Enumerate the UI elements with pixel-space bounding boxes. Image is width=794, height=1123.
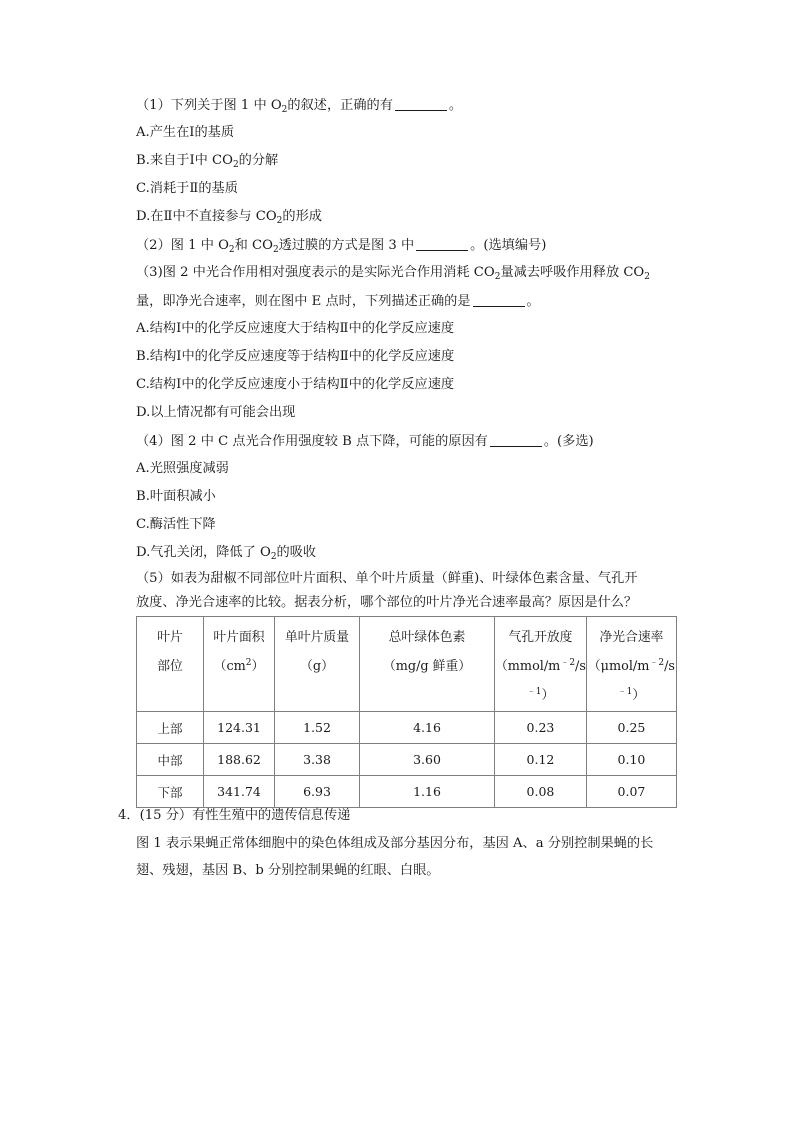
header-chlorophyll: 总叶绿体色素 （mg/g 鲜重） (360, 617, 495, 712)
table-cell: 上部 (137, 712, 204, 744)
q3-option-d: D.以上情况都有可能会出现 (136, 405, 296, 420)
q3-option-b: B.结构Ⅰ中的化学反应速度等于结构Ⅱ中的化学反应速度 (136, 349, 455, 364)
table-cell: 6.93 (275, 776, 360, 808)
table-cell: 1.16 (360, 776, 495, 808)
table-header-row (137, 617, 677, 712)
table-row (137, 712, 677, 744)
table-cell: 0.25 (586, 712, 676, 744)
q4-option-c: C.酶活性下降 (136, 517, 216, 532)
section-4-title: 4．(15 分）有性生殖中的遗传信息传递 (118, 808, 351, 823)
table-cell: 0.07 (586, 776, 676, 808)
q1-option-d: D.在Ⅱ中不直接参与 $CO_2$的形成 (136, 209, 322, 226)
header-leaf-position: 叶片 部位 (137, 617, 204, 712)
header-leaf-area: 叶片面积 $(cm^2)$ (204, 617, 275, 712)
section-4-paragraph-line2: 翅、残翅，基因 B、b 分别控制果蝇的红眼、白眼。 (136, 863, 440, 878)
q3-stem-line1: （3)图 2 中光合作用相对强度表示的是实际光合作用消耗 $CO_2$量减去呼吸作用释放 $CO_2$ (136, 265, 650, 282)
table-cell: 0.10 (586, 744, 676, 776)
q5-stem-line1: （5）如表为甜椒不同部位叶片面积、单个叶片质量（鲜重)、叶绿体色素含量、气孔开 (136, 571, 638, 586)
q5-stem-line2: 放度、净光合速率的比较。据表分析，哪个部位的叶片净光合速率最高？原因是什么？ (136, 595, 638, 610)
q1-stem: （1）下列关于图 1 中 $O_2$的叙述，正确的有 。 (136, 98, 463, 115)
table-cell: 中部 (137, 744, 204, 776)
q4-answer-blank[interactable] (490, 432, 542, 447)
table-cell: 124.31 (204, 712, 275, 744)
header-net-photosynthesis: 净光合速率 （$\mu mol/m^{﹣2}/s$ $^{﹣1}$） (586, 617, 676, 712)
header-leaf-mass: 单叶片质量 （g） (275, 617, 360, 712)
q1-option-a: A.产生在Ⅰ的基质 (136, 125, 235, 140)
table-cell: 3.38 (275, 744, 360, 776)
table-cell: 3.60 (360, 744, 495, 776)
q4-option-d: D.气孔关闭，降低了 $O_2$的吸收 (136, 545, 317, 562)
table-cell: 4.16 (360, 712, 495, 744)
q2-stem: （2）图 1 中 $O_2$和 $CO_2$透过膜的方式是图 3 中 。(选填编号) (136, 238, 547, 255)
q3-option-c: C.结构Ⅰ中的化学反应速度小于结构Ⅱ中的化学反应速度 (136, 377, 455, 392)
table-row (137, 744, 677, 776)
q3-option-a: A.结构Ⅰ中的化学反应速度大于结构Ⅱ中的化学反应速度 (136, 321, 455, 336)
q1-answer-blank[interactable] (395, 96, 447, 111)
q3-stem-line2: 量，即净光合速率，则在图中 E 点时，下列描述正确的是 。 (136, 294, 540, 309)
table-cell: 0.12 (495, 744, 587, 776)
table-cell: 341.74 (204, 776, 275, 808)
table-cell: 0.23 (495, 712, 587, 744)
table-row (137, 776, 677, 808)
q2-answer-blank[interactable] (416, 236, 468, 251)
leaf-comparison-table (136, 616, 677, 808)
q1-option-b: B.来自于Ⅰ中 $CO_2$的分解 (136, 153, 279, 170)
table-cell: 下部 (137, 776, 204, 808)
section-4-paragraph-line1: 图 1 表示果蝇正常体细胞中的染色体组成及部分基因分布，基因 A、a 分别控制果蝇的长 (136, 836, 654, 851)
header-stomatal-opening: 气孔开放度 （$mmol/m^{﹣2}/s$ $^{﹣1}$） (495, 617, 587, 712)
q4-option-a: A.光照强度减弱 (136, 461, 229, 476)
table-cell: 0.08 (495, 776, 587, 808)
q1-option-c: C.消耗于Ⅱ的基质 (136, 181, 238, 196)
table-cell: 188.62 (204, 744, 275, 776)
table-cell: 1.52 (275, 712, 360, 744)
q3-answer-blank[interactable] (473, 292, 525, 307)
q4-stem: （4）图 2 中 C 点光合作用强度较 B 点下降，可能的原因有 。(多选) (136, 434, 594, 449)
q4-option-b: B.叶面积减小 (136, 489, 216, 504)
